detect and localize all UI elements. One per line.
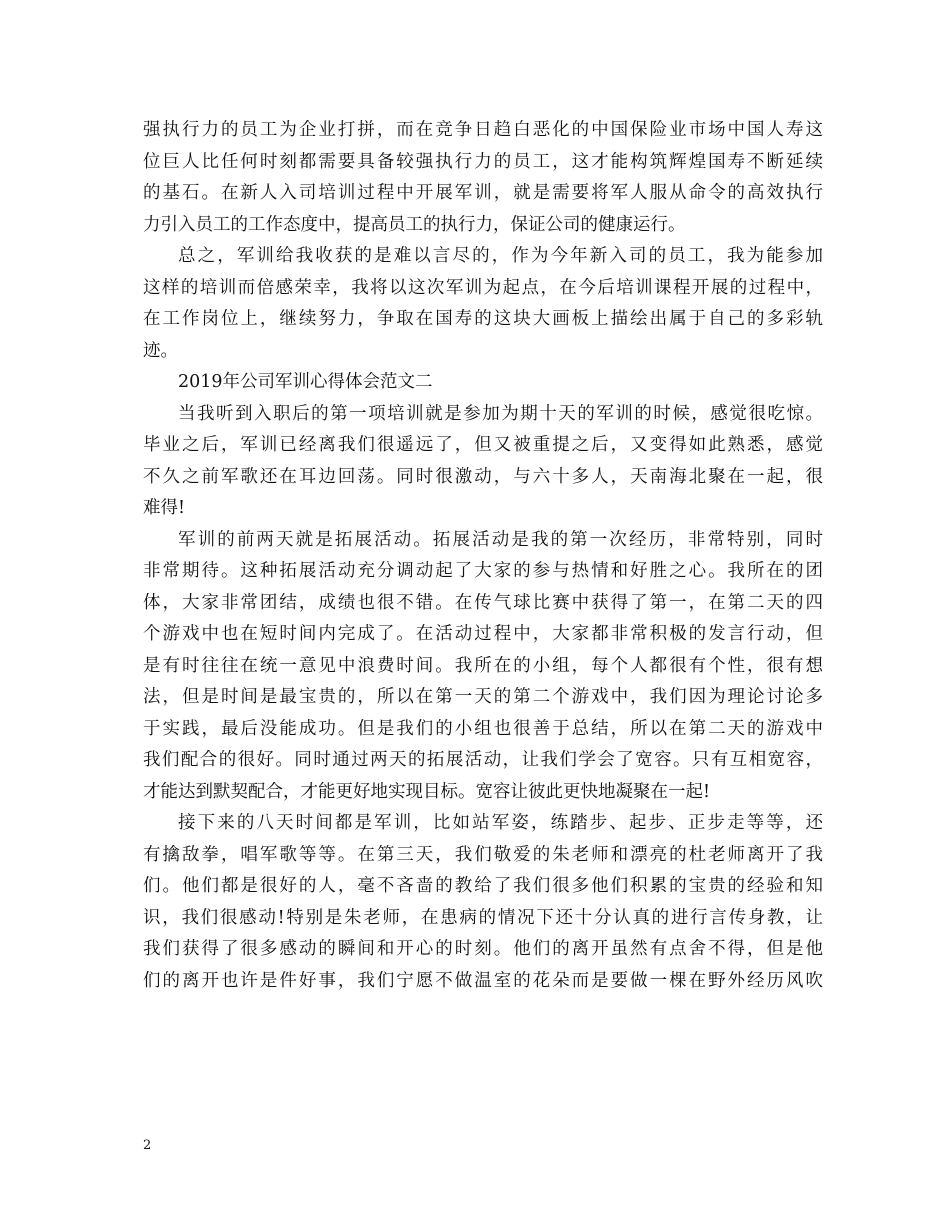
text-line: 们。他们都是很好的人，毫不吝啬的教给了我们很多他们积累的宝贵的经验和知 xyxy=(143,876,823,896)
text-line: 个游戏中也在短时间内完成了。在活动过程中，大家都非常积极的发言行动，但 xyxy=(143,624,823,644)
text-line: 有擒敌拳，唱军歌等等。在第三天，我们敬爱的朱老师和漂亮的杜老师离开了我 xyxy=(143,844,823,865)
text-line: 法，但是时间是最宝贵的，所以在第一天的第二个游戏中，我们因为理论讨论多 xyxy=(143,687,823,707)
text-line: 我们获得了很多感动的瞬间和开心的时刻。他们的离开虽然有点舍不得，但是他 xyxy=(143,939,823,959)
text-line: 识，我们很感动!特别是朱老师，在患病的情况下还十分认真的进行言传身教，让 xyxy=(143,907,823,928)
text-line: 当我听到入职后的第一项培训就是参加为期十天的军训的时候，感觉很吃惊。 xyxy=(178,403,823,424)
text-line: 军训的前两天就是拓展活动。拓展活动是我的第一次经历，非常特别，同时 xyxy=(178,529,823,550)
text-line: 非常期待。这种拓展活动充分调动起了大家的参与热情和好胜之心。我所在的团 xyxy=(143,561,823,581)
text-line: 的基石。在新人入司培训过程中开展军训，就是需要将军人服从命令的高效执行 xyxy=(143,183,823,203)
page-number: 2 xyxy=(143,1138,152,1153)
text-line: 毕业之后，军训已经离我们很遥远了，但又被重提之后，又变得如此熟悉，感觉 xyxy=(143,435,823,455)
text-line: 我们配合的很好。同时通过两天的拓展活动，让我们学会了宽容。只有互相宽容， xyxy=(143,750,823,770)
text-line: 位巨人比任何时刻都需要具备较强执行力的员工，这才能构筑辉煌国寿不断延续 xyxy=(143,151,823,172)
text-line: 迹。 xyxy=(143,340,178,361)
text-line: 才能达到默契配合，才能更好地实现目标。宽容让彼此更快地凝聚在一起! xyxy=(143,781,711,802)
text-line: 不久之前军歌还在耳边回荡。同时很激动，与六十多人，天南海北聚在一起，很 xyxy=(143,466,823,487)
section-heading: 2019年公司军训心得体会范文二 xyxy=(178,372,433,392)
text-line: 体，大家非常团结，成绩也很不错。在传气球比赛中获得了第一，在第二天的四 xyxy=(143,592,823,613)
text-line: 们的离开也许是件好事，我们宁愿不做温室的花朵而是要做一棵在野外经历风吹 xyxy=(143,970,823,991)
text-line: 难得! xyxy=(143,498,186,518)
text-line: 在工作岗位上，继续努力，争取在国寿的这块大画板上描绘出属于自己的多彩轨 xyxy=(143,309,823,329)
text-line: 强执行力的员工为企业打拼，而在竞争日趋白恶化的中国保险业市场中国人寿这 xyxy=(143,120,823,140)
body-text xyxy=(143,115,823,997)
text-line: 总之，军训给我收获的是难以言尽的，作为今年新入司的员工，我为能参加 xyxy=(178,246,823,266)
text-line: 于实践，最后没能成功。但是我们的小组也很善于总结，所以在第二天的游戏中 xyxy=(143,718,823,739)
text-line: 是有时往往在统一意见中浪费时间。我所在的小组，每个人都很有个性，很有想 xyxy=(143,655,823,676)
text-line: 力引入员工的工作态度中，提高员工的执行力，保证公司的健康运行。 xyxy=(143,214,686,235)
text-line: 这样的培训而倍感荣幸，我将以这次军训为起点，在今后培训课程开展的过程中， xyxy=(143,277,823,298)
text-line: 接下来的八天时间都是军训，比如站军姿，练踏步、起步、正步走等等，还 xyxy=(178,813,823,833)
